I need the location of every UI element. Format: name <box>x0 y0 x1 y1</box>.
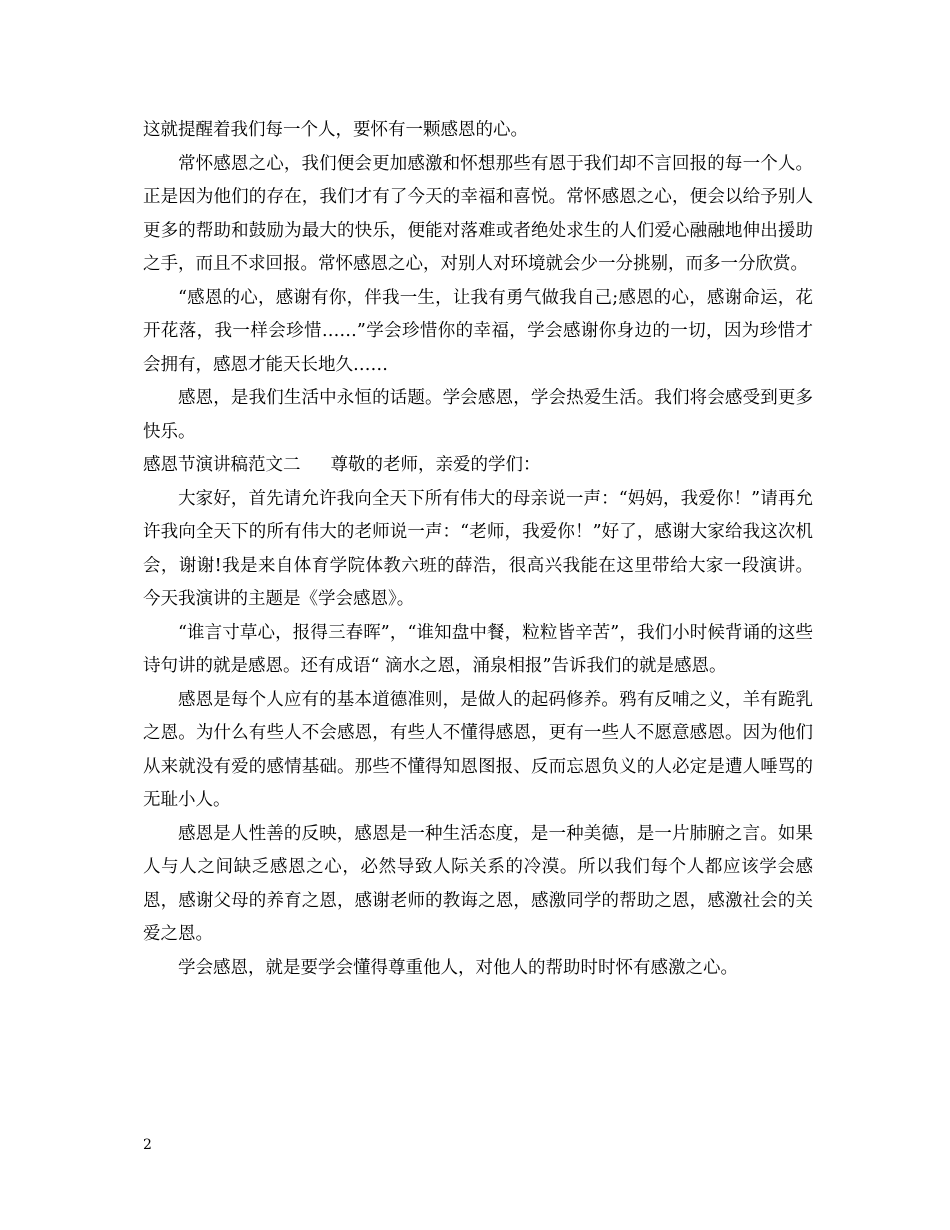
paragraph-2: 常怀感恩之心，我们便会更加感激和怀想那些有恩于我们却不言回报的每一个人。正是因为他们的存在，我们才有了今天的幸福和喜悦。常怀感恩之心，便会以给予别人更多的帮助和鼓励为最大的快乐，便能对落难或者绝处求生的人们爱心融融地伸出援助之手，而且不求回报。常怀感恩之心，对别人对环境就会少一分挑剔，而多一分欣赏。 <box>143 153 813 274</box>
paragraph-9: 学会感恩，就是要学会懂得尊重他人，对他人的帮助时时怀有感激之心。 <box>178 957 738 978</box>
section-title: 感恩节演讲稿范文二 <box>143 455 301 475</box>
speech-salutation: 尊敬的老师，亲爱的学们： <box>330 455 541 475</box>
paragraph-7: 感恩是每个人应有的基本道德准则，是做人的起码修养。鸦有反哺之义，羊有跪乳之恩。为什么有些人不会感恩，有些人不懂得感恩，更有一些人不愿意感恩。因为他们从来就没有爱的感情基础。那些不懂得知恩图报、反而忘恩负义的人必定是遭人唾骂的无耻小人。 <box>143 689 813 810</box>
document-body <box>143 114 813 985</box>
paragraph-5: 大家好，首先请允许我向全天下所有伟大的母亲说一声：“妈妈，我爱你！”请再允许我向全天下的所有伟大的老师说一声：“老师，我爱你！”好了，感谢大家给我这次机会，谢谢!我是来自体育学院体教六班的薛浩，很高兴我能在这里带给大家一段演讲。今天我演讲的主题是《学会感恩》。 <box>143 488 813 609</box>
paragraph-8: 感恩是人性善的反映，感恩是一种生活态度，是一种美德，是一片肺腑之言。如果人与人之间缺乏感恩之心，必然导致人际关系的冷漠。所以我们每个人都应该学会感恩，感谢父母的养育之恩，感谢老师的教诲之恩，感激同学的帮助之恩，感激社会的关爱之恩。 <box>143 823 813 944</box>
section-heading <box>143 449 813 483</box>
paragraph-4: 感恩，是我们生活中永恒的话题。学会感恩，学会热爱生活。我们将会感受到更多快乐。 <box>143 388 813 442</box>
paragraph-3: “感恩的心，感谢有你，伴我一生，让我有勇气做我自己;感恩的心，感谢命运，花开花落，我一样会珍惜……”学会珍惜你的幸福，学会感谢你身边的一切，因为珍惜才会拥有，感恩才能天长地久…… <box>143 287 813 375</box>
paragraph-1: 这就提醒着我们每一个人，要怀有一颗感恩的心。 <box>143 120 528 140</box>
page-number: 2 <box>143 1137 152 1153</box>
paragraph-6: “谁言寸草心，报得三春晖”，“谁知盘中餐，粒粒皆辛苦”，我们小时候背诵的这些诗句讲的就是感恩。还有成语“ 滴水之恩，涌泉相报”告诉我们的就是感恩。 <box>143 622 813 676</box>
